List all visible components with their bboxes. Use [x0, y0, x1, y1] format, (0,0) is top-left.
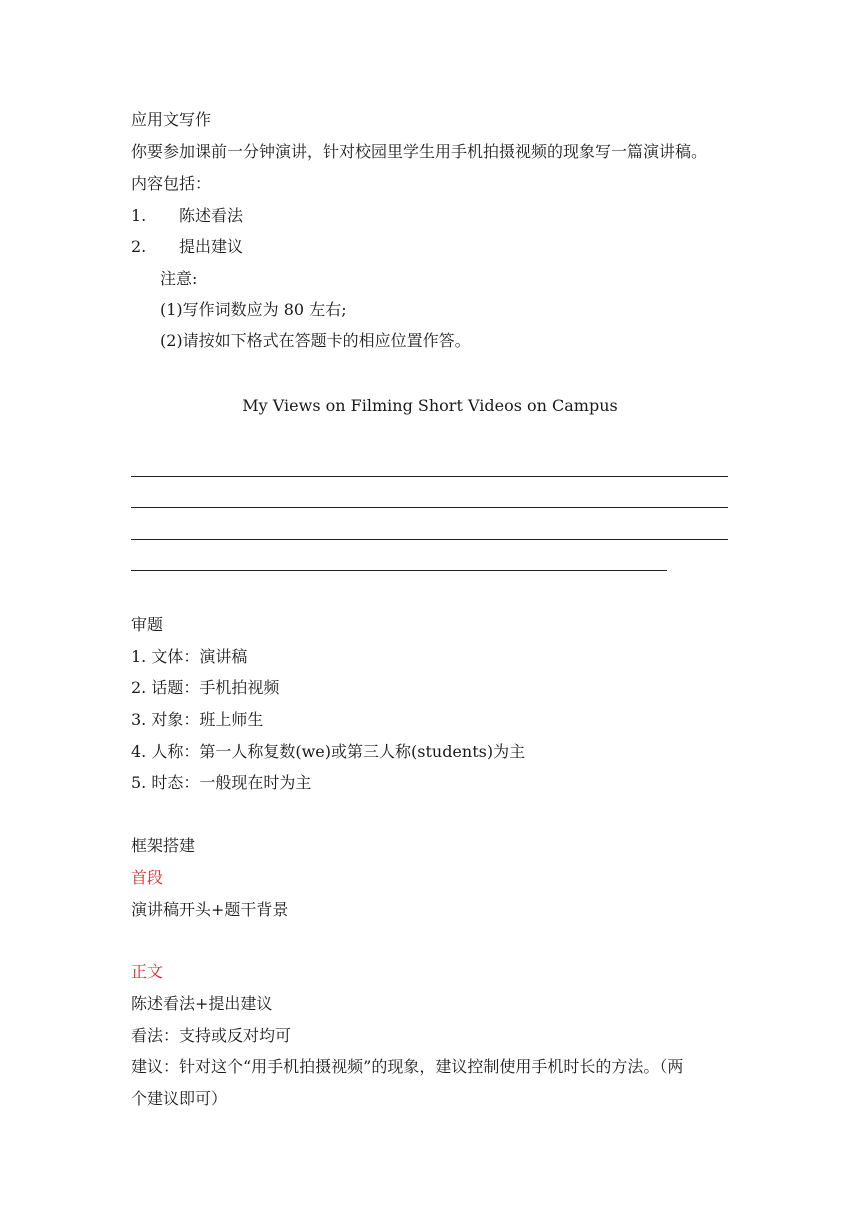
task-prompt: 你要参加课前一分钟演讲，针对校园里学生用手机拍摄视频的现象写一篇演讲稿。 [131, 142, 708, 161]
content-item-text: 陈述看法 [179, 206, 244, 225]
analysis-item: 4. 人称：第一人称复数(we)或第三人称(students)为主 [131, 742, 526, 761]
answer-line [131, 476, 728, 477]
suggestion-text-continued: 个建议即可） [131, 1089, 228, 1108]
body-text: 陈述看法+提出建议 [131, 994, 273, 1013]
framework-heading: 框架搭建 [131, 836, 196, 855]
content-item [131, 206, 243, 226]
first-paragraph-label: 首段 [131, 868, 164, 887]
task-heading: 应用文写作 [131, 110, 212, 129]
note-label: 注意: [160, 269, 198, 288]
view-text: 看法：支持或反对均可 [131, 1026, 292, 1045]
first-paragraph-text: 演讲稿开头+题干背景 [131, 900, 289, 919]
note-item: (1)写作词数应为 80 左右; [160, 300, 347, 319]
analysis-heading: 审题 [131, 615, 164, 634]
analysis-item: 3. 对象：班上师生 [131, 710, 264, 729]
body-label: 正文 [131, 962, 164, 981]
suggestion-text: 建议：针对这个“用手机拍摄视频”的现象，建议控制使用手机时长的方法。（两 [131, 1057, 684, 1076]
content-item [131, 237, 243, 257]
analysis-item: 1. 文体：演讲稿 [131, 647, 248, 666]
answer-line [131, 570, 667, 571]
note-item: (2)请按如下格式在答题卡的相应位置作答。 [160, 331, 471, 350]
analysis-item: 2. 话题：手机拍视频 [131, 678, 280, 697]
essay-title: My Views on Filming Short Videos on Campus [242, 396, 618, 415]
answer-line [131, 507, 728, 508]
content-item-number: 1. [131, 206, 147, 225]
content-item-number: 2. [131, 237, 147, 256]
analysis-item: 5. 时态：一般现在时为主 [131, 773, 312, 792]
answer-line [131, 539, 728, 540]
content-label: 内容包括： [131, 174, 212, 193]
content-item-text: 提出建议 [179, 237, 244, 256]
